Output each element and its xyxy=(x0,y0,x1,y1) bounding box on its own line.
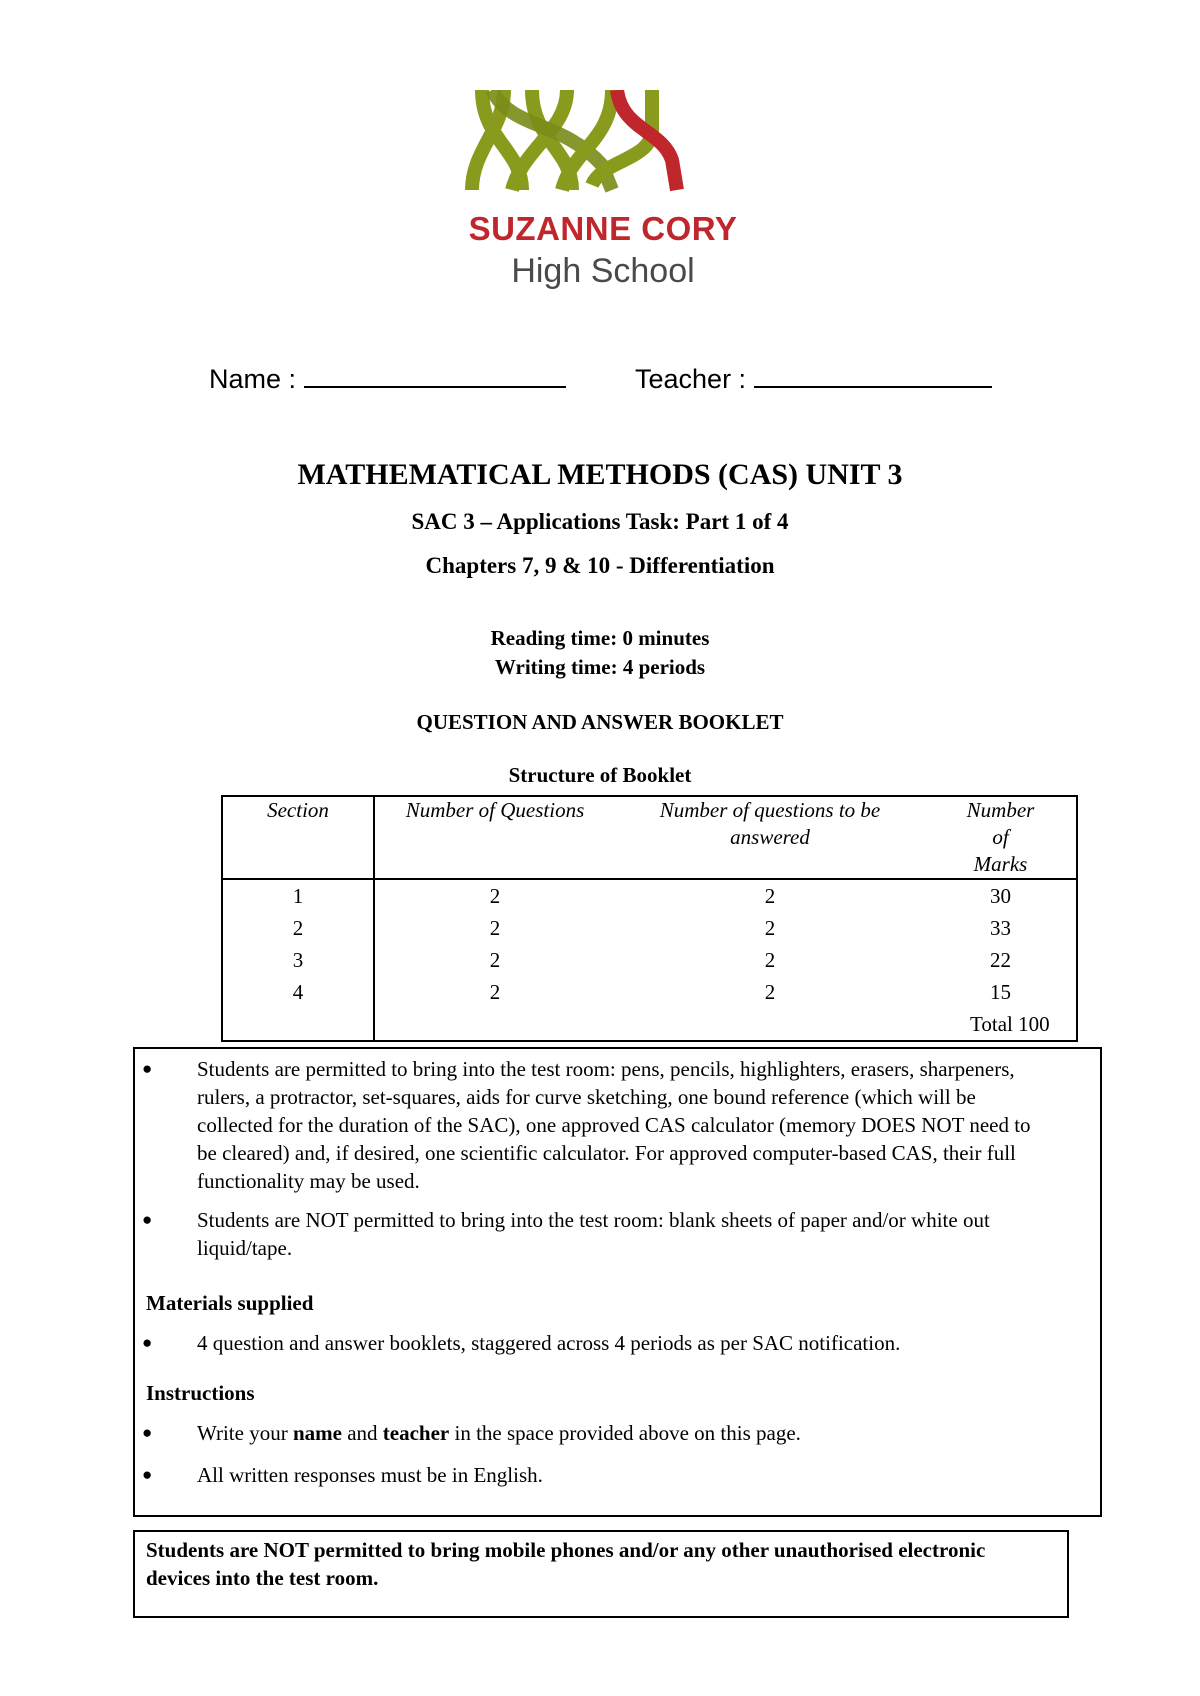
permitted-text: Students are permitted to bring into the test room: pens, pencils, highlighters, erasers, sharpeners, rulers, a protractor, set-squares, aids for curve sketching, one bound reference (which will be collected for the duration of the SAC), one approved CAS calculator (memory DOES NOT need to be cleared) and, if desired, one scientific calculator. For approved computer-based CAS, their full functionality may be used. xyxy=(197,1057,1031,1193)
page-title: MATHEMATICAL METHODS (CAS) UNIT 3 xyxy=(297,458,903,491)
name-blank-line[interactable] xyxy=(304,360,566,388)
instructions-heading: Instructions xyxy=(146,1381,255,1405)
cell: 2 xyxy=(489,948,501,972)
logo-school-name: SUZANNE CORY xyxy=(468,210,738,247)
bullet-icon: ● xyxy=(142,1465,153,1484)
warning-text: Students are NOT permitted to bring mobile phones and/or any other unauthorised electronic devices into the test room. xyxy=(146,1538,986,1590)
not-permitted-text: Students are NOT permitted to bring into the test room: blank sheets of paper and/or white out liquid/tape. xyxy=(197,1208,990,1260)
table-header-row xyxy=(222,796,1077,879)
name-label: Name : xyxy=(209,364,297,394)
bullet-icon: ● xyxy=(142,1059,153,1078)
list-item xyxy=(142,1461,1047,1489)
header-section: Section xyxy=(222,796,374,879)
cell: 22 xyxy=(990,948,1011,972)
instr-text: All written responses must be in English. xyxy=(197,1463,543,1487)
instr-text: in the space provided above on this page. xyxy=(449,1421,801,1445)
materials-heading: Materials supplied xyxy=(146,1291,314,1315)
cell: 30 xyxy=(990,884,1011,908)
instr-bold-name: name xyxy=(292,1421,342,1445)
cell: 2 xyxy=(489,884,501,908)
table-total-row xyxy=(222,1008,1077,1041)
teacher-blank-line[interactable] xyxy=(754,360,992,388)
header-questions: Number of Questions xyxy=(374,796,615,879)
list-item xyxy=(142,1206,1047,1262)
cell: 2 xyxy=(764,980,776,1004)
cell: 2 xyxy=(764,948,776,972)
list-item xyxy=(142,1419,1047,1447)
table-row xyxy=(222,912,1077,944)
cell: 2 xyxy=(764,916,776,940)
rules-box xyxy=(133,1047,1102,1517)
empty-cell xyxy=(222,1008,374,1041)
cell: 1 xyxy=(222,879,374,912)
school-logo xyxy=(462,90,744,300)
reading-time: Reading time: 0 minutes xyxy=(490,626,710,650)
instr-bold-teacher: teacher xyxy=(382,1421,450,1445)
materials-text: 4 question and answer booklets, staggered across 4 periods as per SAC notification. xyxy=(197,1331,901,1355)
cell: 15 xyxy=(990,980,1011,1004)
table-row xyxy=(222,879,1077,912)
cell: 2 xyxy=(489,916,501,940)
header-marks: Number of Marks xyxy=(925,796,1077,879)
cell: 2 xyxy=(764,884,776,908)
total-marks: Total 100 xyxy=(970,1012,1050,1036)
cell: 33 xyxy=(990,916,1011,940)
logo-emblem-icon xyxy=(462,90,744,210)
teacher-label: Teacher : xyxy=(635,364,747,394)
empty-cell xyxy=(374,1008,615,1041)
warning-box xyxy=(133,1530,1069,1618)
subtitle: SAC 3 – Applications Task: Part 1 of 4 xyxy=(411,509,789,534)
cell: 2 xyxy=(222,912,374,944)
teacher-field[interactable] xyxy=(635,360,992,395)
bullet-icon: ● xyxy=(142,1333,153,1352)
cell: 4 xyxy=(222,976,374,1008)
empty-cell xyxy=(615,1008,925,1041)
writing-time: Writing time: 4 periods xyxy=(494,655,706,679)
cell: 3 xyxy=(222,944,374,976)
logo-school-type: High School xyxy=(511,252,695,290)
table-row xyxy=(222,944,1077,976)
instr-text: Write your xyxy=(197,1421,293,1445)
name-field[interactable] xyxy=(209,360,566,395)
instr-text: and xyxy=(341,1421,383,1445)
list-item xyxy=(142,1055,1047,1195)
cell: 2 xyxy=(489,980,501,1004)
booklet-heading: QUESTION AND ANSWER BOOKLET xyxy=(416,710,784,734)
bullet-icon: ● xyxy=(142,1423,153,1442)
structure-table xyxy=(221,795,1078,1042)
header-to-answer: Number of questions to be answered xyxy=(615,796,925,879)
chapters: Chapters 7, 9 & 10 - Differentiation xyxy=(425,553,775,578)
structure-heading: Structure of Booklet xyxy=(508,763,692,787)
list-item xyxy=(142,1329,1047,1357)
bullet-icon: ● xyxy=(142,1210,153,1229)
table-row xyxy=(222,976,1077,1008)
